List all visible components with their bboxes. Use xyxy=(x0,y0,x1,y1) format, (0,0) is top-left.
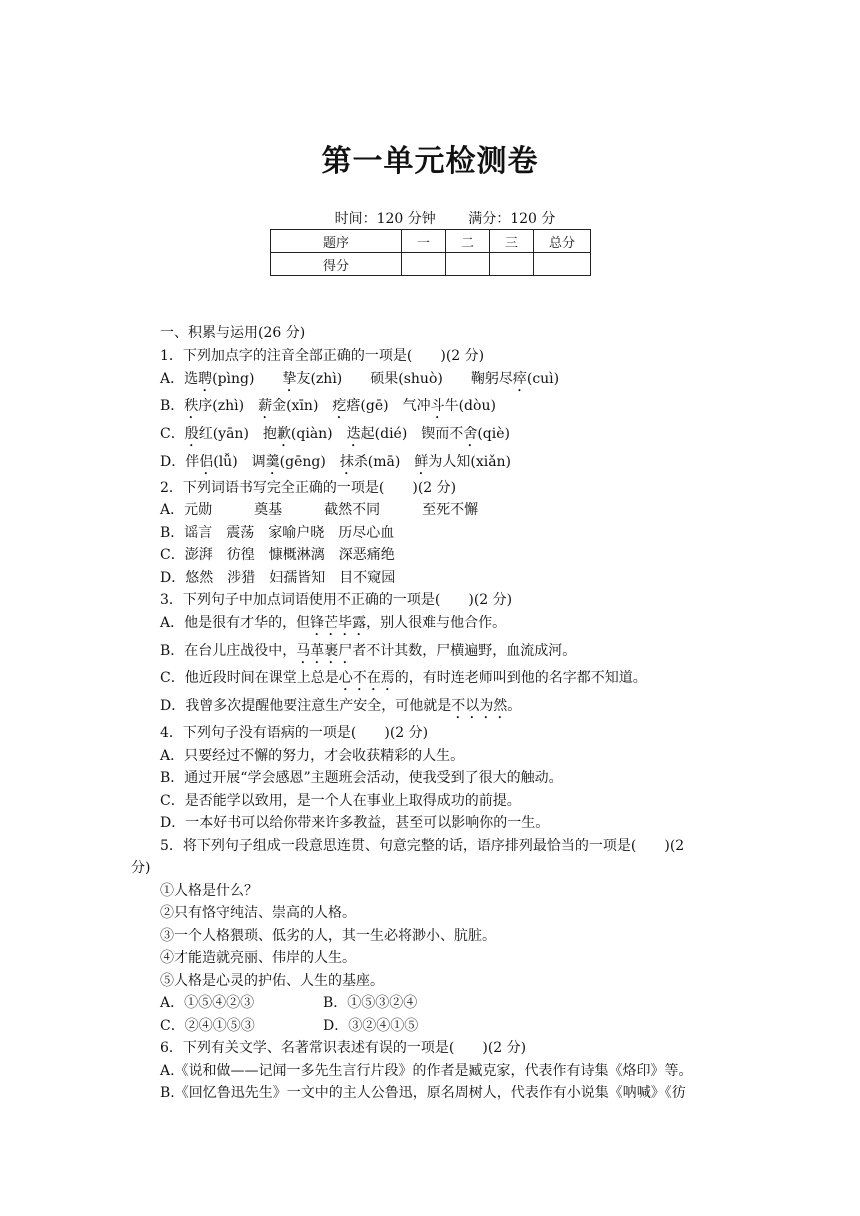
score-cell[interactable] xyxy=(446,253,490,276)
q3-option-c: C．他近段时间在课堂上总是心不在焉的，有时连老师叫到他的名字都不知道。 xyxy=(160,670,647,686)
score-cell[interactable] xyxy=(490,253,534,276)
score-table-header-row xyxy=(271,230,591,253)
q3-option-b: B．在台儿庄战役中，马革裹尸者不计其数，尸横遍野，血流成河。 xyxy=(160,643,577,659)
score-header-cell: 三 xyxy=(490,230,534,253)
q1-option-c: C．殷红(yān) 抱歉(qiàn) 迭起(dié) 锲而不舍(qiè) xyxy=(160,426,510,442)
q5-sentence-3: ③一个人格猥琐、低劣的人，其一生必将渺小、肮脏。 xyxy=(160,928,496,944)
q1-stem: 1．下列加点字的注音全部正确的一项是( )(2 分) xyxy=(160,348,485,364)
full-score: 满分：120 分 xyxy=(468,211,556,227)
q4-option-b: B．通过开展“学会感恩”主题班会活动，使我受到了很大的触动。 xyxy=(160,770,563,786)
q2-option-b: B．谣言 震荡 家喻户晓 历尽心血 xyxy=(160,525,395,541)
time-limit: 时间：120 分钟 xyxy=(334,211,436,227)
q6-option-b: B.《回忆鲁迅先生》一文中的主人公鲁迅，原名周树人，代表作有小说集《呐喊》《彷 xyxy=(160,1085,686,1101)
q5-sentence-1: ①人格是什么？ xyxy=(160,883,258,899)
q5-option-c: C．②④①⑤③ xyxy=(160,1018,255,1034)
score-cell[interactable] xyxy=(534,253,591,276)
score-header-cell: 题序 xyxy=(271,230,402,253)
score-table xyxy=(270,229,591,276)
q4-option-c: C．是否能学以致用，是一个人在事业上取得成功的前提。 xyxy=(160,793,521,809)
exam-meta xyxy=(0,208,860,228)
score-header-cell: 总分 xyxy=(534,230,591,253)
q1-option-b: B．秩序(zhì) 薪金(xīn) 疙瘩(gē) 气冲斗牛(dòu) xyxy=(160,398,496,414)
q5-stem: 5．将下列句子组成一段意思连贯、句意完整的话，语序排列最恰当的一项是( )(2 xyxy=(160,838,685,854)
q5-stem-tail: 分) xyxy=(131,860,151,876)
q5-sentence-5: ⑤人格是心灵的护佑、人生的基座。 xyxy=(160,973,384,989)
q5-sentence-2: ②只有恪守纯洁、崇高的人格。 xyxy=(160,905,356,921)
score-table-score-row xyxy=(271,253,591,276)
score-header-cell: 二 xyxy=(446,230,490,253)
q2-option-a: A．元勋 奠基 截然不同 至死不懈 xyxy=(160,502,479,518)
q5-option-b: B．①⑤③②④ xyxy=(323,995,418,1011)
score-header-cell: 一 xyxy=(402,230,446,253)
score-cell[interactable] xyxy=(402,253,446,276)
q5-option-d: D．③②④①⑤ xyxy=(323,1018,419,1034)
q6-option-a: A.《说和做——记闻一多先生言行片段》的作者是臧克家，代表作有诗集《烙印》等。 xyxy=(160,1063,693,1079)
q5-option-a: A．①⑤④②③ xyxy=(160,995,255,1011)
q4-option-a: A．只要经过不懈的努力，才会收获精彩的人生。 xyxy=(160,748,465,764)
q1-option-d: D．伴侣(lǚ) 调羹(gēng) 抹杀(mā) 鲜为人知(xiǎn) xyxy=(160,454,512,470)
section-heading: 一、积累与运用(26 分) xyxy=(160,325,306,341)
q2-option-d: D．悠然 涉猎 妇孺皆知 目不窥园 xyxy=(160,570,396,586)
q2-option-c: C．澎湃 彷徨 慷概淋漓 深恶痛绝 xyxy=(160,547,395,563)
q4-stem: 4．下列句子没有语病的一项是( )(2 分) xyxy=(160,725,429,741)
q4-option-d: D．一本好书可以给你带来许多教益，甚至可以影响你的一生。 xyxy=(160,815,550,831)
page-title: 第一单元检测卷 xyxy=(321,144,539,179)
q6-stem: 6．下列有关文学、名著常识表述有误的一项是( )(2 分) xyxy=(160,1040,527,1056)
q3-option-d: D．我曾多次提醒他要注意生产安全，可他就是不以为然。 xyxy=(160,698,522,714)
q3-stem: 3．下列句子中加点词语使用不正确的一项是( )(2 分) xyxy=(160,592,513,608)
q1-option-a: A．选聘(pìng) 挚友(zhì) 硕果(shuò) 鞠躬尽瘁(cuì) xyxy=(160,371,560,387)
q5-sentence-4: ④才能造就亮丽、伟岸的人生。 xyxy=(160,950,356,966)
score-row-label: 得分 xyxy=(271,253,402,276)
q2-stem: 2．下列词语书写完全正确的一项是( )(2 分) xyxy=(160,480,457,496)
q3-option-a: A．他是很有才华的，但锋芒毕露，别人很难与他合作。 xyxy=(160,615,507,631)
